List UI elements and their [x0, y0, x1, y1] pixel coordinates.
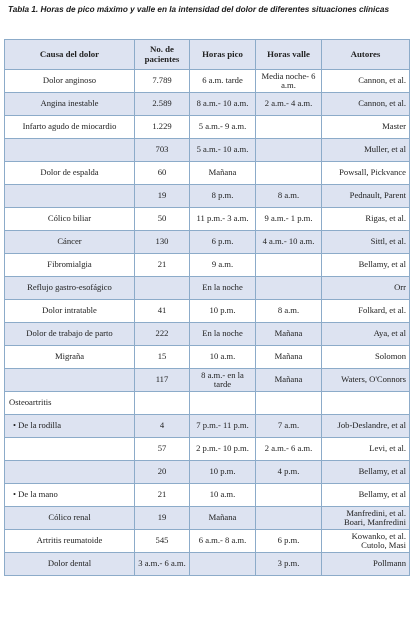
cell-cause: Dolor de trabajo de parto — [5, 323, 135, 346]
cell-valley-hours — [256, 162, 322, 185]
table-row — [5, 139, 410, 162]
table-row — [5, 438, 410, 461]
cell-patients — [135, 277, 190, 300]
cell-peak-hours: 10 p.m. — [190, 461, 256, 484]
cell-cause: Osteoartritis — [5, 392, 135, 415]
cell-cause: Dolor dental — [5, 553, 135, 576]
cell-valley-hours: Media noche- 6 a.m. — [256, 70, 322, 93]
cell-peak-hours: 8 p.m. — [190, 185, 256, 208]
cell-valley-hours: 2 a.m.- 6 a.m. — [256, 438, 322, 461]
cell-cause: Dolor de espalda — [5, 162, 135, 185]
table-row — [5, 507, 410, 530]
cell-cause: Reflujo gastro-esofágico — [5, 277, 135, 300]
cell-authors: Kowanko, et al. Cutolo, Masi — [322, 530, 410, 553]
cell-peak-hours: 10 a.m. — [190, 346, 256, 369]
cell-valley-hours: 6 p.m. — [256, 530, 322, 553]
cell-authors: Job-Deslandre, et al — [322, 415, 410, 438]
cell-patients: 222 — [135, 323, 190, 346]
cell-authors: Master — [322, 116, 410, 139]
pain-peak-table — [4, 39, 410, 576]
cell-cause: Infarto agudo de miocardio — [5, 116, 135, 139]
table-body — [5, 70, 410, 576]
cell-valley-hours: 8 a.m. — [256, 300, 322, 323]
cell-patients: 703 — [135, 139, 190, 162]
cell-peak-hours: 10 a.m. — [190, 484, 256, 507]
cell-patients: 1.229 — [135, 116, 190, 139]
cell-patients: 545 — [135, 530, 190, 553]
cell-peak-hours: 8 a.m.- 10 a.m. — [190, 93, 256, 116]
table-row — [5, 553, 410, 576]
cell-patients: 50 — [135, 208, 190, 231]
cell-cause — [5, 461, 135, 484]
cell-valley-hours: 7 a.m. — [256, 415, 322, 438]
cell-cause: Fibromialgia — [5, 254, 135, 277]
cell-authors: Pednault, Parent — [322, 185, 410, 208]
cell-authors: Orr — [322, 277, 410, 300]
cell-patients: 21 — [135, 254, 190, 277]
cell-cause: Cólico biliar — [5, 208, 135, 231]
table-header-row — [5, 40, 410, 70]
cell-valley-hours — [256, 507, 322, 530]
cell-cause — [5, 369, 135, 392]
cell-valley-hours — [256, 254, 322, 277]
cell-authors: Waters, O'Connors — [322, 369, 410, 392]
table-row — [5, 231, 410, 254]
cell-peak-hours: 7 p.m.- 11 p.m. — [190, 415, 256, 438]
cell-patients: 60 — [135, 162, 190, 185]
table-row — [5, 530, 410, 553]
cell-valley-hours: Mañana — [256, 323, 322, 346]
cell-authors — [322, 392, 410, 415]
cell-peak-hours: 10 p.m. — [190, 300, 256, 323]
cell-peak-hours: En la noche — [190, 323, 256, 346]
cell-peak-hours: Mañana — [190, 162, 256, 185]
table-row — [5, 208, 410, 231]
header-valley-hours: Horas valle — [256, 40, 322, 70]
cell-peak-hours: 8 a.m.- en la tarde — [190, 369, 256, 392]
cell-valley-hours — [256, 116, 322, 139]
header-authors: Autores — [322, 40, 410, 70]
cell-authors: Powsall, Pickvance — [322, 162, 410, 185]
header-patients: No. de pacientes — [135, 40, 190, 70]
table-row — [5, 93, 410, 116]
cell-peak-hours: 6 a.m.- 8 a.m. — [190, 530, 256, 553]
table-row — [5, 185, 410, 208]
table-row — [5, 277, 410, 300]
cell-authors: Pollmann — [322, 553, 410, 576]
cell-patients: 3 a.m.- 6 a.m. — [135, 553, 190, 576]
cell-peak-hours — [190, 553, 256, 576]
cell-authors: Aya, et al — [322, 323, 410, 346]
cell-valley-hours: 8 a.m. — [256, 185, 322, 208]
cell-authors: Folkard, et al. — [322, 300, 410, 323]
cell-cause: • De la rodilla — [5, 415, 135, 438]
cell-peak-hours: 2 p.m.- 10 p.m. — [190, 438, 256, 461]
cell-authors: Levi, et al. — [322, 438, 410, 461]
cell-peak-hours: Mañana — [190, 507, 256, 530]
cell-valley-hours — [256, 139, 322, 162]
table-row — [5, 346, 410, 369]
cell-patients: 20 — [135, 461, 190, 484]
cell-valley-hours — [256, 277, 322, 300]
cell-authors: Cannon, et al. — [322, 93, 410, 116]
cell-valley-hours: Mañana — [256, 369, 322, 392]
table-row — [5, 461, 410, 484]
cell-patients: 41 — [135, 300, 190, 323]
cell-cause: Migraña — [5, 346, 135, 369]
cell-peak-hours: 6 a.m. tarde — [190, 70, 256, 93]
table-row — [5, 300, 410, 323]
cell-valley-hours: Mañana — [256, 346, 322, 369]
table-row — [5, 392, 410, 415]
cell-valley-hours: 2 a.m.- 4 a.m. — [256, 93, 322, 116]
table-row — [5, 484, 410, 507]
table-row — [5, 162, 410, 185]
cell-cause: Angina inestable — [5, 93, 135, 116]
cell-valley-hours — [256, 484, 322, 507]
header-peak-hours: Horas pico — [190, 40, 256, 70]
cell-peak-hours: 11 p.m.- 3 a.m. — [190, 208, 256, 231]
cell-cause: Dolor intratable — [5, 300, 135, 323]
cell-patients: 15 — [135, 346, 190, 369]
table-row — [5, 70, 410, 93]
cell-valley-hours: 3 p.m. — [256, 553, 322, 576]
cell-cause — [5, 185, 135, 208]
cell-patients: 21 — [135, 484, 190, 507]
cell-cause: Dolor anginoso — [5, 70, 135, 93]
cell-patients: 2.589 — [135, 93, 190, 116]
cell-authors: Bellamy, et al — [322, 254, 410, 277]
cell-valley-hours — [256, 392, 322, 415]
cell-patients: 130 — [135, 231, 190, 254]
cell-cause: • De la mano — [5, 484, 135, 507]
cell-patients: 57 — [135, 438, 190, 461]
cell-peak-hours: 6 p.m. — [190, 231, 256, 254]
cell-authors: Sittl, et al. — [322, 231, 410, 254]
table-caption: Tabla 1. Horas de pico máximo y valle en la intensidad del dolor de diferentes situaciones clínicas — [8, 5, 389, 14]
cell-authors: Solomon — [322, 346, 410, 369]
cell-patients: 19 — [135, 185, 190, 208]
cell-valley-hours: 4 p.m. — [256, 461, 322, 484]
header-cause: Causa del dolor — [5, 40, 135, 70]
cell-cause: Artritis reumatoide — [5, 530, 135, 553]
cell-patients — [135, 392, 190, 415]
cell-valley-hours: 4 a.m.- 10 a.m. — [256, 231, 322, 254]
cell-valley-hours: 9 a.m.- 1 p.m. — [256, 208, 322, 231]
cell-peak-hours: 5 a.m.- 10 a.m. — [190, 139, 256, 162]
table-row — [5, 415, 410, 438]
cell-authors: Muller, et al — [322, 139, 410, 162]
cell-peak-hours: 5 a.m.- 9 a.m. — [190, 116, 256, 139]
cell-authors: Bellamy, et al — [322, 484, 410, 507]
table-row — [5, 369, 410, 392]
cell-peak-hours — [190, 392, 256, 415]
table-row — [5, 254, 410, 277]
cell-authors: Manfredini, et al. Boari, Manfredini — [322, 507, 410, 530]
cell-patients: 4 — [135, 415, 190, 438]
table-row — [5, 116, 410, 139]
cell-patients: 117 — [135, 369, 190, 392]
cell-patients: 19 — [135, 507, 190, 530]
cell-peak-hours: 9 a.m. — [190, 254, 256, 277]
cell-authors: Rigas, et al. — [322, 208, 410, 231]
cell-cause — [5, 139, 135, 162]
cell-cause: Cólico renal — [5, 507, 135, 530]
table-row — [5, 323, 410, 346]
cell-authors: Cannon, et al. — [322, 70, 410, 93]
cell-authors: Bellamy, et al — [322, 461, 410, 484]
cell-peak-hours: En la noche — [190, 277, 256, 300]
cell-cause — [5, 438, 135, 461]
cell-cause: Cáncer — [5, 231, 135, 254]
cell-patients: 7.789 — [135, 70, 190, 93]
